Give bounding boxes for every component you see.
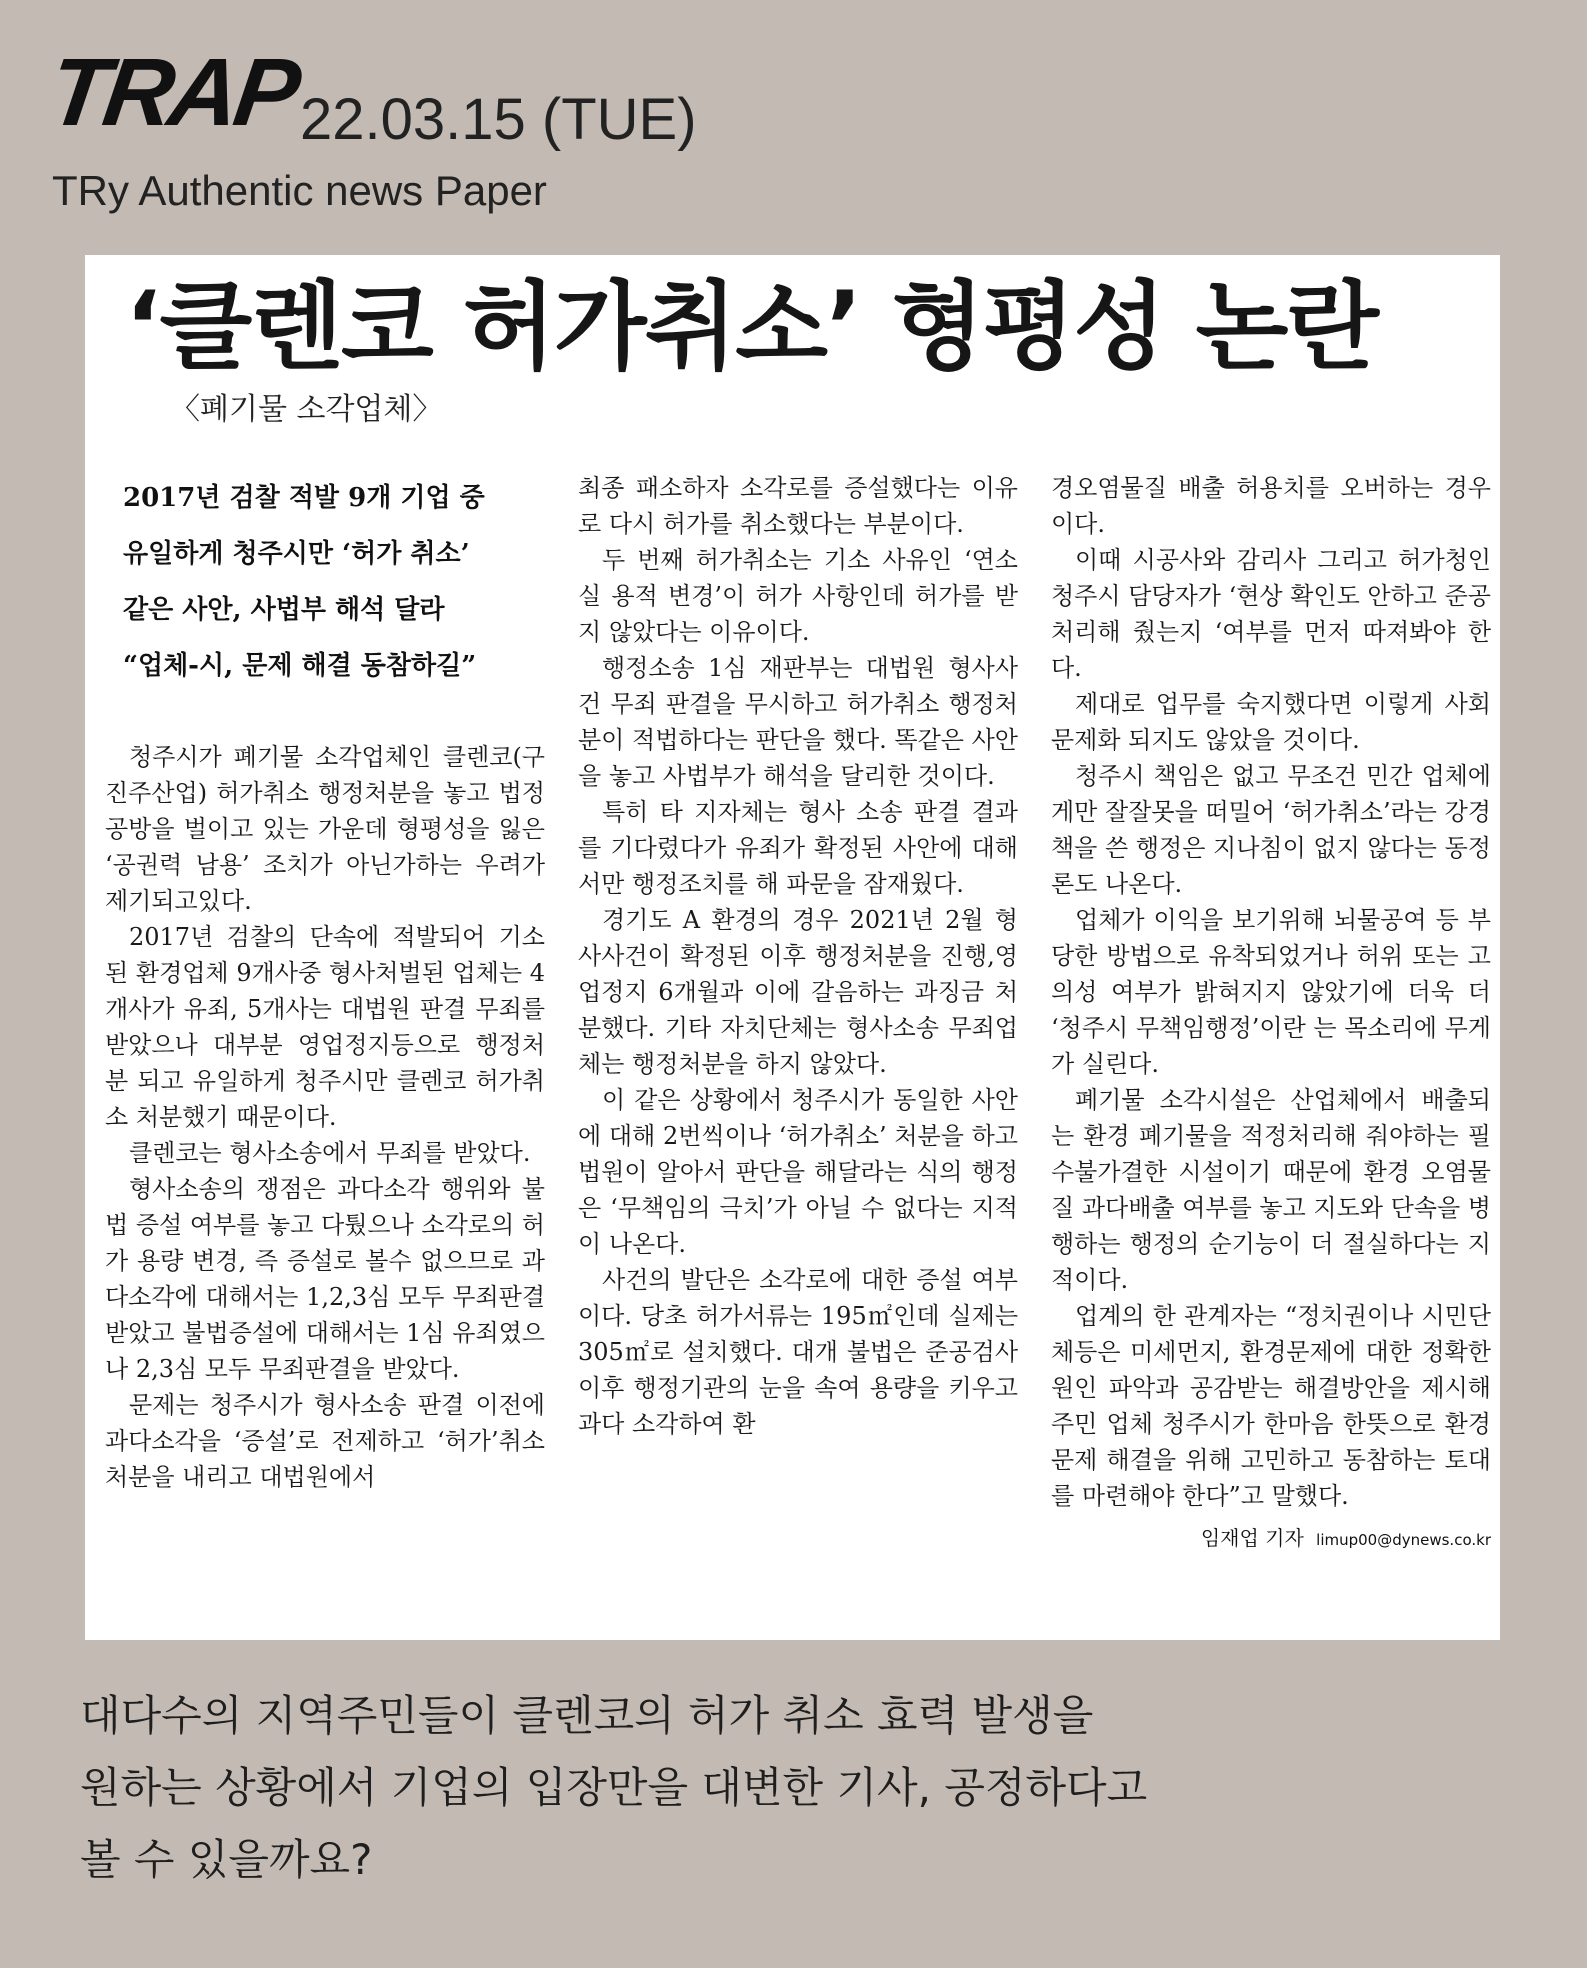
body-paragraph: 청주시가 폐기물 소각업체인 클렌코(구 진주산업) 허가취소 행정처분을 놓고 법정공방을 벌이고 있는 가운데 형평성을 잃은 ‘공권력 남용’ 조치가 아닌가하는 우려가 제기되고있다. (105, 743, 545, 915)
article-headline: ‘클렌코 허가취소’ 형평성 논란 (125, 271, 1378, 383)
byline (1051, 1520, 1491, 1558)
issue-date: 22.03.15 (TUE) (300, 87, 697, 152)
body-paragraph: 업체가 이익을 보기위해 뇌물공여 등 부당한 방법으로 유착되었거나 허위 또는 고의성 여부가 밝혀지지 않았기에 더욱 더 ‘청주시 무책임행정’이란 는 목소리에 무게가 실린다. (1051, 906, 1491, 1078)
trap-logo: TRAP (42, 39, 303, 146)
body-paragraph: 최종 패소하자 소각로를 증설했다는 이유로 다시 허가를 취소했다는 부분이다. (578, 474, 1018, 538)
deck-headlines (123, 470, 545, 694)
body-paragraph: 특히 타 지자체는 형사 소송 판결 결과를 기다렸다가 유죄가 확정된 사안에 대해서만 행정조치를 해 파문을 잠재웠다. (578, 798, 1018, 898)
page-header (42, 39, 1530, 215)
body-paragraph: 청주시 책임은 없고 무조건 민간 업체에게만 잘잘못을 떠밀어 ‘허가취소’라는 강경책을 쓴 행정은 지나침이 없지 않다는 동정론도 나온다. (1051, 762, 1491, 898)
body-paragraph: 행정소송 1심 재판부는 대법원 형사사건 무죄 판결을 무시하고 허가취소 행정처분이 적법하다는 판단을 했다. 똑같은 사안을 놓고 사법부가 해석을 달리한 것이다. (578, 654, 1018, 790)
byline-email: limup00@dynews.co.kr (1316, 1531, 1491, 1549)
body-paragraph: 제대로 업무를 숙지했다면 이렇게 사회문제화 되지도 않았을 것이다. (1051, 690, 1491, 754)
comment-line: 대다수의 지역주민들이 클렌코의 허가 취소 효력 발생을 (80, 1691, 1094, 1740)
comment-line: 원하는 상황에서 기업의 입장만을 대변한 기사, 공정하다고 (80, 1763, 1148, 1812)
body-paragraph: 문제는 청주시가 형사소송 판결 이전에 과다소각을 ‘증설’로 전제하고 ‘허가’취소 처분을 내리고 대법원에서 (105, 1391, 545, 1491)
body-paragraph: 형사소송의 쟁점은 과다소각 행위와 불법 증설 여부를 놓고 다퉜으나 소각로의 허가 용량 변경, 즉 증설로 볼수 없으므로 과다소각에 대해서는 1,2,3심 모두 무죄판결 받았고 불법증설에 대해서는 1심 유죄였으나 2,3심 모두 무죄판결을 받았다. (105, 1175, 545, 1383)
deck-line: 유일하게 청주시만 ‘허가 취소’ (123, 539, 470, 569)
body-paragraph: 이때 시공사와 감리사 그리고 허가청인 청주시 담당자가 ‘현상 확인도 안하고 준공 처리해 줬는지 ‘여부를 먼저 따져봐야 한다. (1051, 546, 1491, 682)
body-paragraph: 클렌코는 형사소송에서 무죄를 받았다. (129, 1139, 531, 1167)
article-columns (85, 470, 1500, 1640)
body-paragraph: 경오염물질 배출 허용치를 오버하는 경우이다. (1051, 474, 1491, 538)
section-label: 〈폐기물 소각업체〉 (170, 392, 443, 427)
deck-line: “업체-시, 문제 해결 동참하길” (123, 651, 477, 681)
article-column-3 (1051, 470, 1491, 1558)
body-paragraph: 이 같은 상황에서 청주시가 동일한 사안에 대해 2번씩이나 ‘허가취소’ 처분을 하고 법원이 알아서 판단을 해달라는 식의 행정은 ‘무책임의 극치’가 아닐 수 없다는 지적이 나온다. (578, 1086, 1018, 1258)
body-paragraph: 두 번째 허가취소는 기소 사유인 ‘연소실 용적 변경’이 허가 사항인데 허가를 받지 않았다는 이유이다. (578, 546, 1018, 646)
body-paragraph: 폐기물 소각시설은 산업체에서 배출되는 환경 폐기물을 적정처리해 줘야하는 필수불가결한 시설이기 때문에 환경 오염물질 과다배출 여부를 놓고 지도와 단속을 병행하는 행정의 순기능이 더 절실하다는 지적이다. (1051, 1086, 1491, 1294)
tagline: TRy Authentic news Paper (52, 167, 547, 214)
body-paragraph: 경기도 A 환경의 경우 2021년 2월 형사사건이 확정된 이후 행정처분을 진행,영업정지 6개월과 이에 갈음하는 과징금 처분했다. 기타 자치단체는 형사소송 무죄업체는 행정처분을 하지 않았다. (578, 906, 1018, 1078)
deck-line: 같은 사안, 사법부 해석 달라 (123, 595, 445, 625)
editorial-comment (80, 1680, 1510, 1896)
article-column-2 (578, 470, 1018, 1442)
article-column-1 (105, 470, 545, 1495)
body-paragraph: 업계의 한 관계자는 “정치권이나 시민단체등은 미세먼지, 환경문제에 대한 정확한 원인 파악과 공감받는 해결방안을 제시해 주민 업체 청주시가 한마음 한뜻으로 환경문제 해결을 위해 고민하고 동참하는 토대를 마련해야 한다”고 말했다. (1051, 1302, 1491, 1510)
newspaper-clipping (85, 255, 1500, 1640)
deck-line: 2017년 검찰 적발 9개 기업 중 (123, 483, 485, 513)
comment-line: 볼 수 있을까요? (80, 1835, 373, 1884)
body-paragraph: 사건의 발단은 소각로에 대한 증설 여부이다. 당초 허가서류는 195㎡인데 실제는 305㎡로 설치했다. 대개 불법은 준공검사 이후 행정기관의 눈을 속여 용량을 키우고 과다 소각하여 환 (578, 1266, 1018, 1438)
byline-name: 임재업 기자 (1200, 1526, 1304, 1550)
body-paragraph: 2017년 검찰의 단속에 적발되어 기소된 환경업체 9개사중 형사처벌된 업체는 4개사가 유죄, 5개사는 대법원 판결 무죄를 받았으나 대부분 영업정지등으로 행정처분 되고 유일하게 청주시만 클렌코 허가취소 처분했기 때문이다. (105, 923, 545, 1131)
